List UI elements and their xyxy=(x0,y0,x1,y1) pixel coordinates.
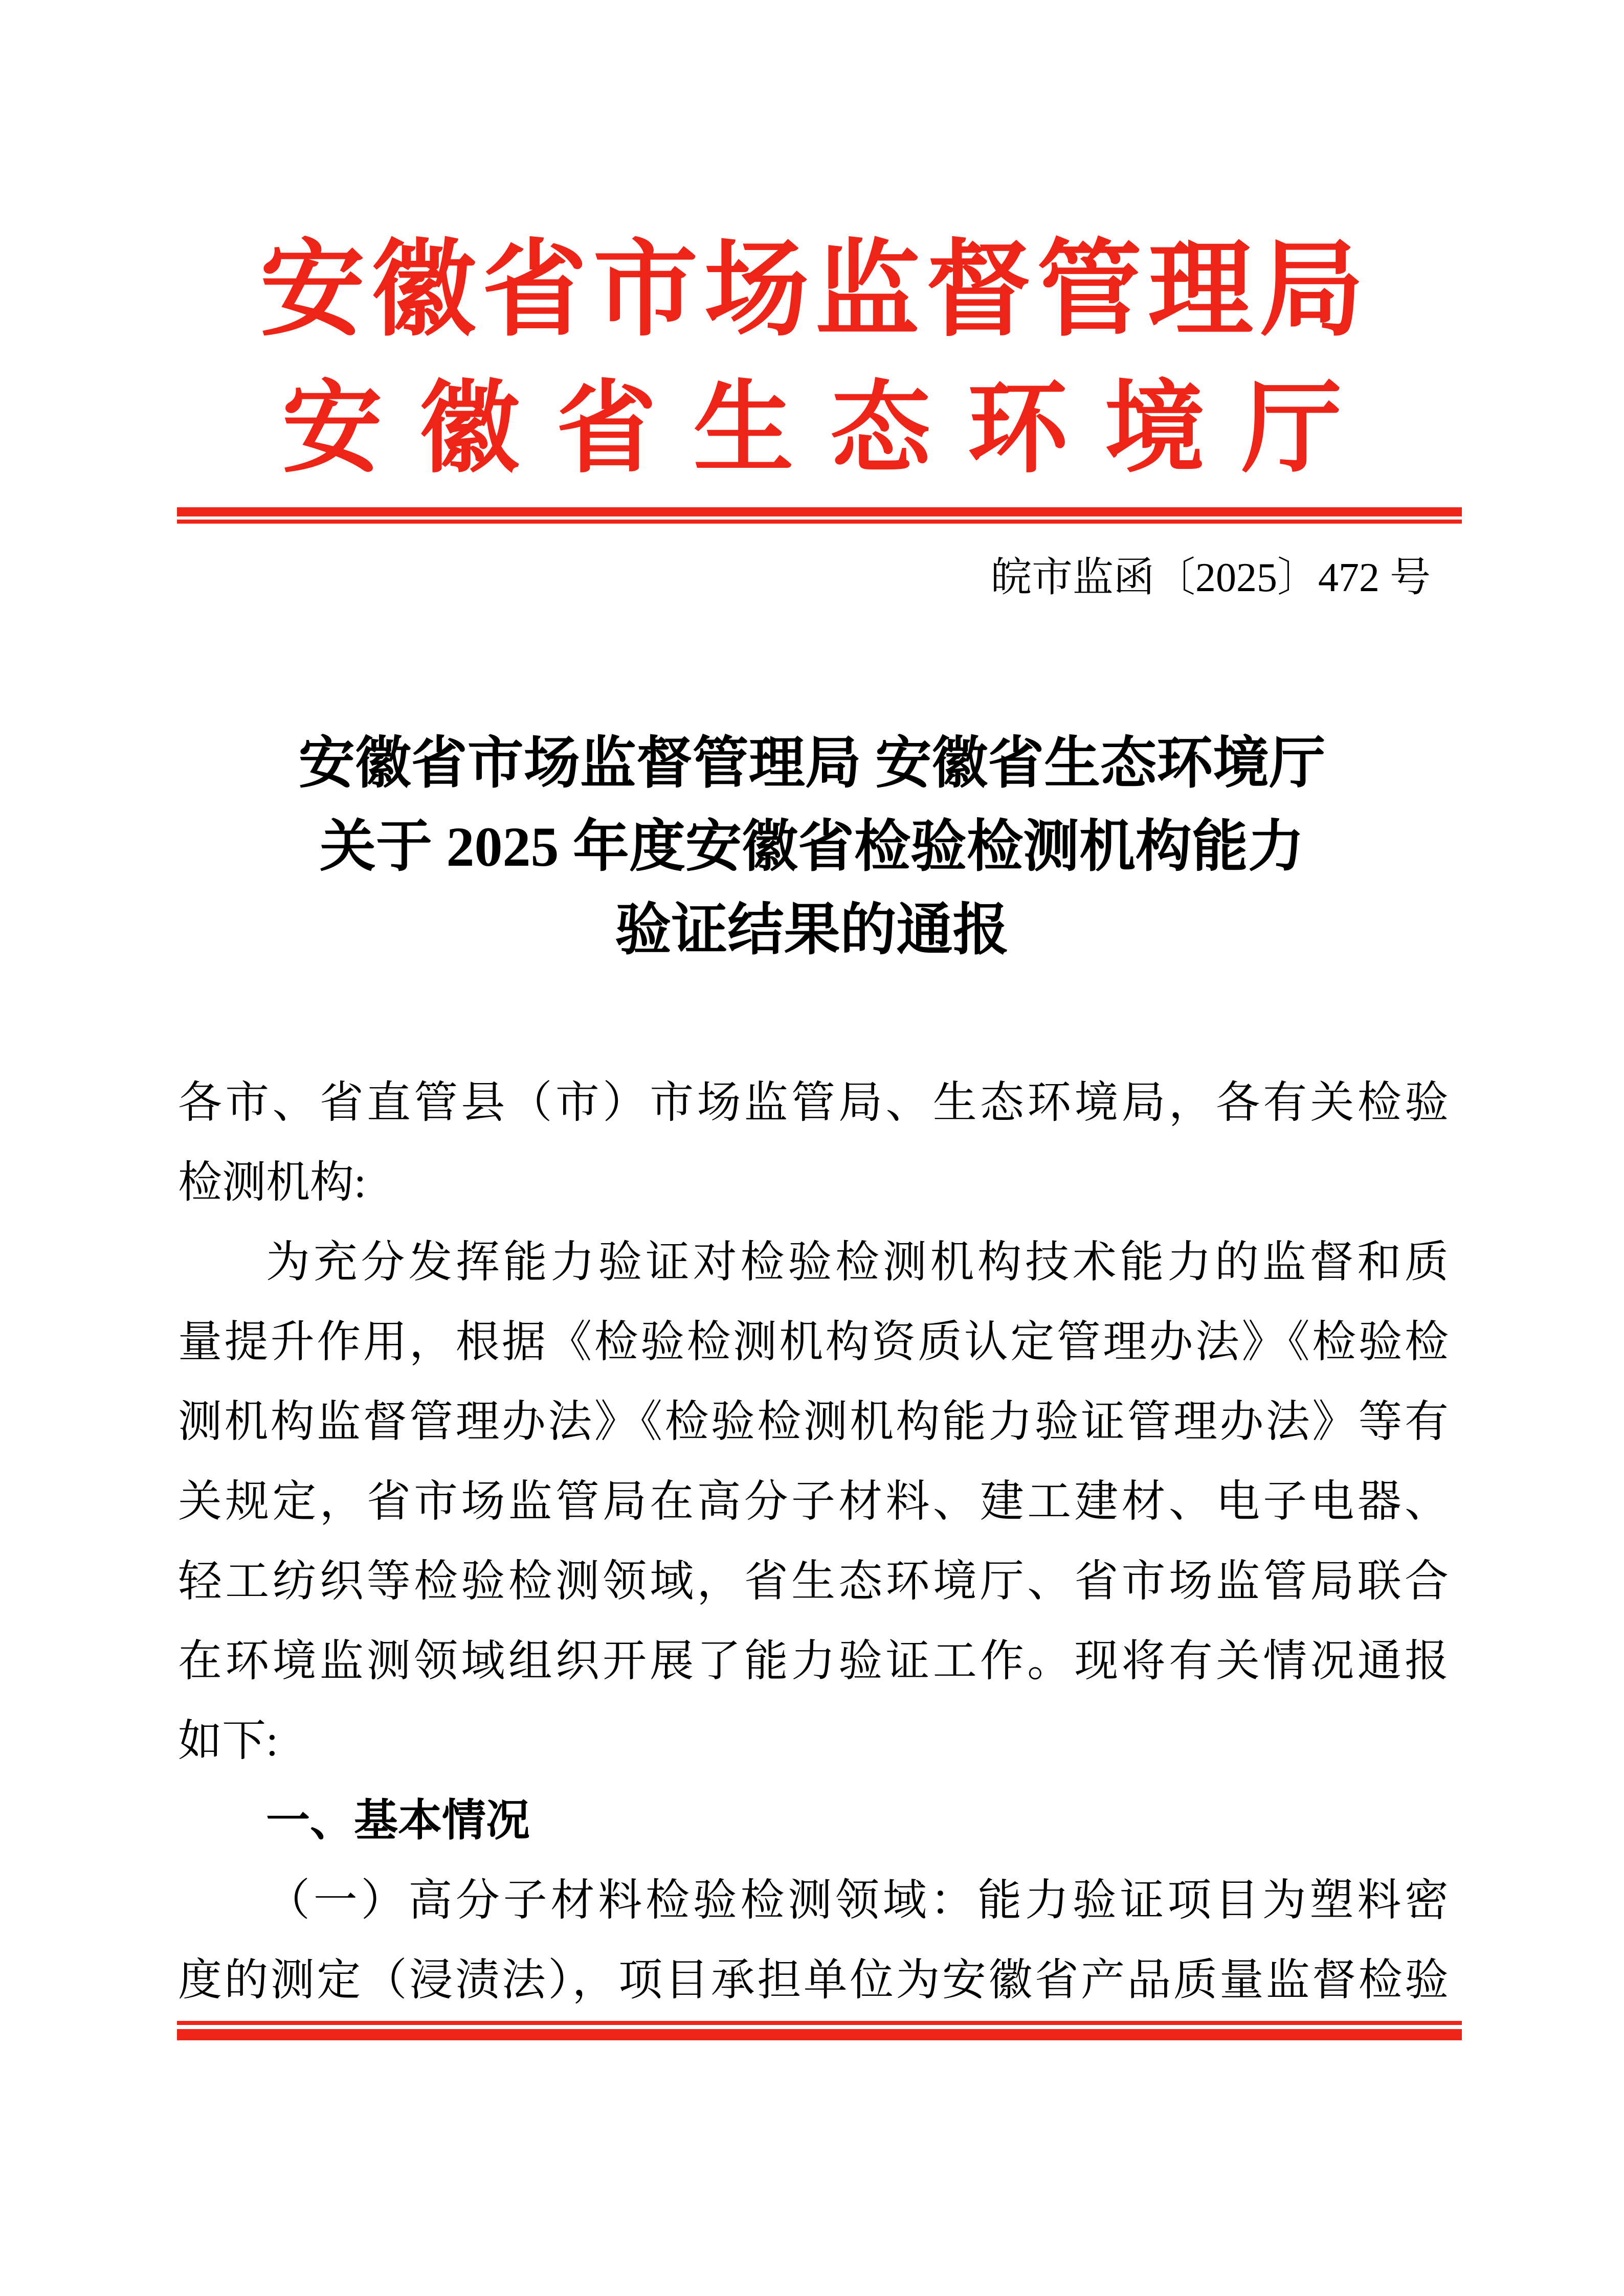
body-line-para1-6: 在环境监测领域组织开展了能力验证工作。现将有关情况通报 xyxy=(178,1636,1449,1685)
body-line-para1-5: 轻工纺织等检验检测领域，省生态环境厅、省市场监管局联合 xyxy=(178,1557,1449,1606)
document-title-line-3: 验证结果的通报 xyxy=(615,899,1009,961)
body-line-para1-4: 关规定，省市场监管局在高分子材料、建工建材、电子电器、 xyxy=(178,1477,1449,1526)
footer-divider-thick xyxy=(177,2029,1462,2040)
body-line-para2-1: （一）高分子材料检验检测领域：能力验证项目为塑料密 xyxy=(266,1876,1449,1925)
body-line-para1-7: 如下: xyxy=(178,1716,278,1765)
body-text xyxy=(178,1063,1449,2020)
body-line-para1-2: 量提升作用，根据《检验检测机构资质认定管理办法》《检验检 xyxy=(178,1317,1449,1366)
document-number: 皖市监函〔2025〕472 号 xyxy=(991,555,1431,600)
footer-divider-thin xyxy=(177,2021,1462,2025)
header-divider-thin xyxy=(177,520,1462,524)
body-line-para1-3: 测机构监督管理办法》《检验检测机构能力验证管理办法》等有 xyxy=(178,1397,1449,1446)
document-title xyxy=(0,722,1624,972)
letterhead-org-name-1: 安徽省市场监督管理局 xyxy=(260,233,1370,349)
header-divider-thick xyxy=(177,507,1462,516)
letterhead-org-name-2: 安徽省生态环境厅 xyxy=(282,374,1379,485)
body-line-salutation-1: 各市、省直管县（市）市场监管局、生态环境局，各有关检验 xyxy=(178,1078,1449,1127)
body-line-para1-1: 为充分发挥能力验证对检验检测机构技术能力的监督和质 xyxy=(266,1237,1449,1287)
body-line-para2-2: 度的测定（浸渍法），项目承担单位为安徽省产品质量监督检验 xyxy=(178,1955,1449,2005)
body-section-heading-1: 一、基本情况 xyxy=(266,1796,530,1845)
document-title-line-2: 关于 2025 年度安徽省检验检测机构能力 xyxy=(320,816,1304,878)
document-title-line-1: 安徽省市场监督管理局 安徽省生态环境厅 xyxy=(298,732,1326,795)
body-line-salutation-2: 检测机构: xyxy=(178,1158,366,1207)
